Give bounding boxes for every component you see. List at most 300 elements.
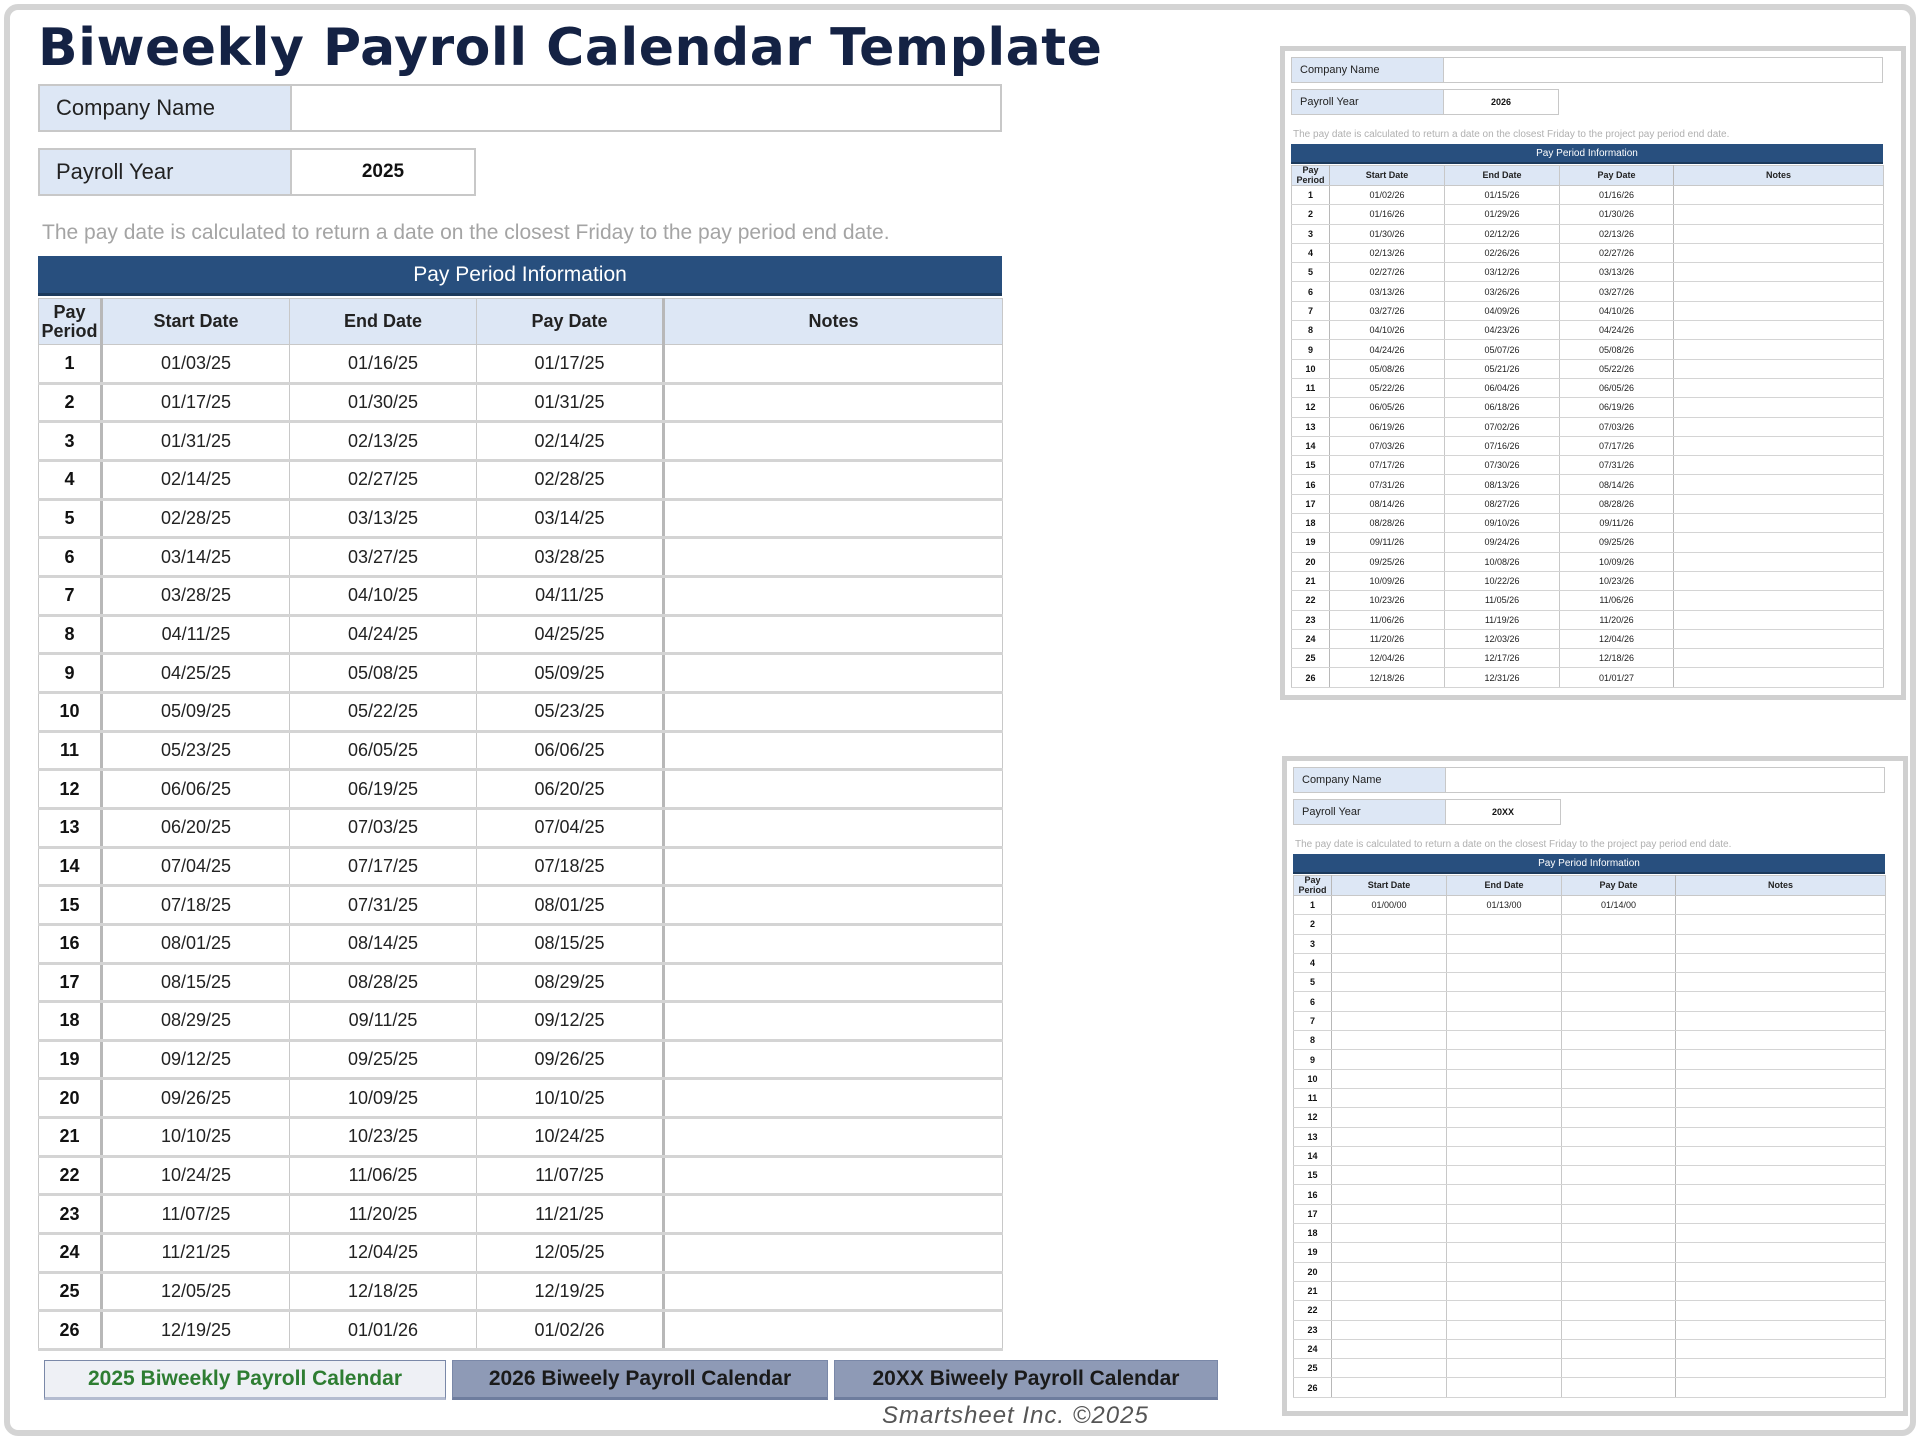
start-date-cell[interactable]: 02/28/25: [102, 499, 290, 538]
notes-cell[interactable]: [664, 1040, 1003, 1079]
tab-2025-calendar[interactable]: 2025 Biweekly Payroll Calendar: [44, 1360, 446, 1400]
end-date-cell: 09/24/26: [1445, 533, 1560, 552]
end-date-cell[interactable]: 10/23/25: [290, 1118, 477, 1157]
notes-cell: [1674, 610, 1884, 629]
table-row: [39, 963, 1003, 1002]
pay-date-cell[interactable]: 01/31/25: [477, 383, 664, 422]
pay-date-cell[interactable]: 02/28/25: [477, 460, 664, 499]
end-date-cell[interactable]: 05/22/25: [290, 692, 477, 731]
table-row: [39, 576, 1003, 615]
notes-cell[interactable]: [664, 383, 1003, 422]
pay-date-cell[interactable]: 09/12/25: [477, 1002, 664, 1041]
notes-cell[interactable]: [664, 1118, 1003, 1157]
notes-cell: [1676, 1281, 1886, 1300]
pay-date-cell[interactable]: 10/24/25: [477, 1118, 664, 1157]
end-date-cell[interactable]: 07/31/25: [290, 886, 477, 925]
preview-20xx-table: [1293, 875, 1886, 1398]
tab-2026-calendar[interactable]: 2026 Biweely Payroll Calendar: [452, 1360, 828, 1400]
notes-cell[interactable]: [664, 654, 1003, 693]
notes-cell: [1674, 514, 1884, 533]
end-date-cell[interactable]: 05/08/25: [290, 654, 477, 693]
pay-period-cell: 19: [1292, 533, 1330, 552]
pay-date-cell[interactable]: 08/29/25: [477, 963, 664, 1002]
pay-period-cell: 14: [1294, 1146, 1332, 1165]
pay-period-cell[interactable]: 24: [39, 1234, 102, 1273]
end-date-cell[interactable]: 02/13/25: [290, 422, 477, 461]
start-date-cell: 03/27/26: [1330, 301, 1445, 320]
table-row: [39, 808, 1003, 847]
table-row: [1294, 1127, 1886, 1146]
pay-period-cell: 2: [1294, 915, 1332, 934]
table-row: [1294, 1281, 1886, 1300]
table-row: [39, 1311, 1003, 1350]
header-pay-period-line2: Period: [41, 320, 98, 341]
start-date-cell[interactable]: 04/11/25: [102, 615, 290, 654]
notes-cell[interactable]: [664, 1311, 1003, 1350]
pay-date-cell[interactable]: 07/18/25: [477, 847, 664, 886]
start-date-cell[interactable]: 07/18/25: [102, 886, 290, 925]
preview-20xx-header-pay: Pay Date: [1562, 876, 1676, 896]
pay-period-cell[interactable]: 14: [39, 847, 102, 886]
start-date-cell: 02/27/26: [1330, 263, 1445, 282]
pay-period-cell[interactable]: 23: [39, 1195, 102, 1234]
company-name-input[interactable]: [292, 86, 1000, 130]
notes-cell[interactable]: [664, 886, 1003, 925]
table-row: [1292, 494, 1884, 513]
pay-period-cell[interactable]: 1: [39, 345, 102, 384]
end-date-cell[interactable]: 10/09/25: [290, 1079, 477, 1118]
end-date-cell[interactable]: 08/14/25: [290, 924, 477, 963]
end-date-cell: [1447, 1243, 1562, 1262]
pay-period-cell: 20: [1294, 1262, 1332, 1281]
start-date-cell: 08/14/26: [1330, 494, 1445, 513]
pay-date-cell: [1562, 1301, 1676, 1320]
notes-cell: [1676, 1166, 1886, 1185]
table-row: [1294, 1320, 1886, 1339]
pay-period-cell: 17: [1294, 1204, 1332, 1223]
pay-date-cell: 04/24/26: [1560, 321, 1674, 340]
table-row: [39, 422, 1003, 461]
start-date-cell: 01/16/26: [1330, 205, 1445, 224]
pay-date-cell: 12/04/26: [1560, 629, 1674, 648]
pay-period-cell: 26: [1294, 1378, 1332, 1397]
pay-period-cell: 4: [1292, 243, 1330, 262]
table-row: [1292, 668, 1884, 687]
table-row: [39, 1040, 1003, 1079]
notes-cell: [1676, 915, 1886, 934]
pay-period-cell[interactable]: 13: [39, 808, 102, 847]
pay-period-cell[interactable]: 9: [39, 654, 102, 693]
pay-date-cell: 02/13/26: [1560, 224, 1674, 243]
notes-cell[interactable]: [664, 422, 1003, 461]
end-date-cell: 11/05/26: [1445, 591, 1560, 610]
start-date-cell[interactable]: 02/14/25: [102, 460, 290, 499]
end-date-cell[interactable]: 11/20/25: [290, 1195, 477, 1234]
pay-period-cell[interactable]: 7: [39, 576, 102, 615]
end-date-cell: [1447, 1031, 1562, 1050]
end-date-cell[interactable]: 03/13/25: [290, 499, 477, 538]
notes-cell[interactable]: [664, 538, 1003, 577]
table-row: [1294, 1011, 1886, 1030]
start-date-cell: [1332, 1262, 1447, 1281]
pay-period-cell[interactable]: 11: [39, 731, 102, 770]
start-date-cell[interactable]: 12/05/25: [102, 1272, 290, 1311]
pay-date-cell[interactable]: 05/09/25: [477, 654, 664, 693]
table-row: [1294, 1166, 1886, 1185]
pay-date-cell: 10/23/26: [1560, 571, 1674, 590]
header-pay-period-line1: Pay: [53, 301, 86, 322]
end-date-cell[interactable]: 11/06/25: [290, 1156, 477, 1195]
end-date-cell: [1447, 934, 1562, 953]
pay-period-cell: 19: [1294, 1243, 1332, 1262]
table-row: [1292, 398, 1884, 417]
pay-period-cell[interactable]: 18: [39, 1002, 102, 1041]
preview-20xx-company-value: [1446, 768, 1884, 792]
end-date-cell[interactable]: 01/30/25: [290, 383, 477, 422]
notes-cell[interactable]: [664, 731, 1003, 770]
pay-period-cell[interactable]: 25: [39, 1272, 102, 1311]
start-date-cell[interactable]: 04/25/25: [102, 654, 290, 693]
pay-date-cell[interactable]: 03/14/25: [477, 499, 664, 538]
start-date-cell: [1332, 1146, 1447, 1165]
notes-cell[interactable]: [664, 615, 1003, 654]
start-date-cell[interactable]: 06/20/25: [102, 808, 290, 847]
end-date-cell[interactable]: 09/11/25: [290, 1002, 477, 1041]
spreadsheet-canvas: [4, 4, 1916, 1436]
pay-date-cell[interactable]: 07/04/25: [477, 808, 664, 847]
pay-date-cell[interactable]: 01/02/26: [477, 1311, 664, 1350]
pay-date-cell[interactable]: 08/15/25: [477, 924, 664, 963]
notes-cell: [1676, 973, 1886, 992]
notes-cell: [1676, 1339, 1886, 1358]
start-date-cell[interactable]: 10/10/25: [102, 1118, 290, 1157]
pay-period-cell: 15: [1292, 456, 1330, 475]
pay-period-cell[interactable]: 16: [39, 924, 102, 963]
preview-2026-header-pay: Pay Date: [1560, 166, 1674, 186]
pay-date-cell[interactable]: 11/07/25: [477, 1156, 664, 1195]
start-date-cell[interactable]: 11/07/25: [102, 1195, 290, 1234]
start-date-cell[interactable]: 08/15/25: [102, 963, 290, 1002]
end-date-cell: 04/23/26: [1445, 321, 1560, 340]
pay-period-cell: 10: [1294, 1069, 1332, 1088]
payroll-year-label: Payroll Year: [40, 150, 292, 194]
pay-date-cell: 03/27/26: [1560, 282, 1674, 301]
pay-date-cell: 09/11/26: [1560, 514, 1674, 533]
notes-cell[interactable]: [664, 499, 1003, 538]
pay-date-cell: 06/19/26: [1560, 398, 1674, 417]
notes-cell: [1676, 1359, 1886, 1378]
pay-date-cell[interactable]: 01/17/25: [477, 345, 664, 384]
pay-period-cell: 5: [1292, 263, 1330, 282]
end-date-cell: 03/12/26: [1445, 263, 1560, 282]
pay-date-cell: 05/08/26: [1560, 340, 1674, 359]
table-row: [1292, 514, 1884, 533]
pay-date-cell[interactable]: 09/26/25: [477, 1040, 664, 1079]
notes-cell: [1676, 1301, 1886, 1320]
pay-period-cell[interactable]: 15: [39, 886, 102, 925]
notes-cell[interactable]: [664, 1002, 1003, 1041]
preview-20xx-note: The pay date is calculated to return a date on the closest Friday to the project pay period end date.: [1295, 839, 1732, 850]
pay-date-cell[interactable]: 04/11/25: [477, 576, 664, 615]
notes-cell: [1676, 1088, 1886, 1107]
pay-period-cell: 6: [1292, 282, 1330, 301]
pay-period-cell[interactable]: 2: [39, 383, 102, 422]
end-date-cell[interactable]: 07/17/25: [290, 847, 477, 886]
start-date-cell[interactable]: 01/17/25: [102, 383, 290, 422]
notes-cell[interactable]: [664, 847, 1003, 886]
preview-20xx-banner: Pay Period Information: [1293, 854, 1885, 874]
end-date-cell: [1447, 1185, 1562, 1204]
pay-period-cell[interactable]: 17: [39, 963, 102, 1002]
tab-20xx-calendar[interactable]: 20XX Biweely Payroll Calendar: [834, 1360, 1218, 1400]
notes-cell: [1674, 340, 1884, 359]
end-date-cell: [1447, 1281, 1562, 1300]
notes-cell: [1674, 456, 1884, 475]
pay-date-cell: 07/31/26: [1560, 456, 1674, 475]
end-date-cell: [1447, 953, 1562, 972]
table-row: [39, 1156, 1003, 1195]
pay-period-cell: 17: [1292, 494, 1330, 513]
notes-cell[interactable]: [664, 345, 1003, 384]
notes-cell: [1674, 436, 1884, 455]
end-date-cell[interactable]: 08/28/25: [290, 963, 477, 1002]
end-date-cell: [1447, 1320, 1562, 1339]
pay-period-cell[interactable]: 21: [39, 1118, 102, 1157]
pay-period-cell[interactable]: 6: [39, 538, 102, 577]
end-date-cell[interactable]: 01/01/26: [290, 1311, 477, 1350]
notes-cell: [1674, 668, 1884, 687]
pay-period-cell: 2: [1292, 205, 1330, 224]
pay-period-cell: 13: [1292, 417, 1330, 436]
end-date-cell[interactable]: 12/18/25: [290, 1272, 477, 1311]
pay-date-cell: [1562, 1185, 1676, 1204]
start-date-cell[interactable]: 01/03/25: [102, 345, 290, 384]
table-row: [1292, 533, 1884, 552]
notes-cell[interactable]: [664, 460, 1003, 499]
start-date-cell[interactable]: 09/12/25: [102, 1040, 290, 1079]
table-row: [1292, 591, 1884, 610]
preview-20xx-header-period-line1: Pay: [1304, 875, 1321, 886]
end-date-cell: [1447, 992, 1562, 1011]
pay-date-cell: 05/22/26: [1560, 359, 1674, 378]
preview-20xx-header-start: Start Date: [1332, 876, 1447, 896]
pay-date-cell[interactable]: 11/21/25: [477, 1195, 664, 1234]
notes-cell: [1674, 224, 1884, 243]
notes-cell: [1674, 591, 1884, 610]
start-date-cell[interactable]: 05/09/25: [102, 692, 290, 731]
pay-period-cell: 7: [1292, 301, 1330, 320]
start-date-cell: 04/10/26: [1330, 321, 1445, 340]
start-date-cell[interactable]: 09/26/25: [102, 1079, 290, 1118]
preview-2026-header-period-line2: Period: [1296, 174, 1325, 185]
end-date-cell: 07/02/26: [1445, 417, 1560, 436]
table-row: [1292, 263, 1884, 282]
pay-date-cell[interactable]: 08/01/25: [477, 886, 664, 925]
pay-period-cell[interactable]: 22: [39, 1156, 102, 1195]
pay-period-cell: 16: [1292, 475, 1330, 494]
end-date-cell[interactable]: 03/27/25: [290, 538, 477, 577]
start-date-cell[interactable]: 06/06/25: [102, 770, 290, 809]
preview-20xx-company-row: [1293, 767, 1885, 793]
pay-period-cell: 15: [1294, 1166, 1332, 1185]
end-date-cell[interactable]: 07/03/25: [290, 808, 477, 847]
notes-cell: [1674, 533, 1884, 552]
pay-date-cell: [1562, 1166, 1676, 1185]
start-date-cell: 02/13/26: [1330, 243, 1445, 262]
table-row: [1292, 475, 1884, 494]
notes-cell: [1676, 1224, 1886, 1243]
table-row: [1292, 301, 1884, 320]
notes-cell[interactable]: [664, 808, 1003, 847]
notes-cell[interactable]: [664, 1272, 1003, 1311]
pay-period-cell: 9: [1292, 340, 1330, 359]
preview-2026-year-value: 2026: [1490, 97, 1512, 107]
notes-cell[interactable]: [664, 1195, 1003, 1234]
pay-date-cell: 09/25/26: [1560, 533, 1674, 552]
preview-20xx-header-period: [1294, 876, 1332, 896]
end-date-cell: [1447, 915, 1562, 934]
start-date-cell: [1332, 1378, 1447, 1397]
pay-date-cell[interactable]: 10/10/25: [477, 1079, 664, 1118]
notes-cell: [1676, 1320, 1886, 1339]
end-date-cell: [1447, 1050, 1562, 1069]
start-date-cell[interactable]: 03/14/25: [102, 538, 290, 577]
end-date-cell: [1447, 1301, 1562, 1320]
pay-date-cell[interactable]: 12/05/25: [477, 1234, 664, 1273]
pay-period-cell: 6: [1294, 992, 1332, 1011]
end-date-cell[interactable]: 06/05/25: [290, 731, 477, 770]
notes-cell[interactable]: [664, 924, 1003, 963]
preview-2026-company-value: [1444, 58, 1882, 82]
notes-cell[interactable]: [664, 1234, 1003, 1273]
pay-period-cell[interactable]: 8: [39, 615, 102, 654]
start-date-cell[interactable]: 12/19/25: [102, 1311, 290, 1350]
table-row: [39, 731, 1003, 770]
pay-date-cell[interactable]: 05/23/25: [477, 692, 664, 731]
notes-cell[interactable]: [664, 770, 1003, 809]
pay-date-cell: [1562, 1243, 1676, 1262]
table-row: [39, 1234, 1003, 1273]
pay-period-cell: 18: [1292, 514, 1330, 533]
pay-date-cell[interactable]: 04/25/25: [477, 615, 664, 654]
pay-period-cell[interactable]: 20: [39, 1079, 102, 1118]
table-row: [39, 499, 1003, 538]
preview-2026-header-period: [1292, 166, 1330, 186]
notes-cell: [1674, 205, 1884, 224]
preview-2026-company-row: [1291, 57, 1883, 83]
company-name-label: Company Name: [40, 86, 292, 130]
pay-period-cell: 3: [1294, 934, 1332, 953]
end-date-cell: [1447, 1108, 1562, 1127]
notes-cell[interactable]: [664, 692, 1003, 731]
table-row: [1292, 456, 1884, 475]
start-date-cell: 05/22/26: [1330, 378, 1445, 397]
pay-period-cell[interactable]: 3: [39, 422, 102, 461]
pay-date-cell[interactable]: 06/06/25: [477, 731, 664, 770]
end-date-cell: [1447, 1011, 1562, 1030]
pay-date-cell[interactable]: 06/20/25: [477, 770, 664, 809]
pay-date-cell: [1562, 1262, 1676, 1281]
pay-period-cell: 21: [1294, 1281, 1332, 1300]
end-date-cell[interactable]: 12/04/25: [290, 1234, 477, 1273]
end-date-cell: [1447, 1378, 1562, 1397]
notes-cell[interactable]: [664, 576, 1003, 615]
pay-period-cell[interactable]: 10: [39, 692, 102, 731]
pay-period-cell: 23: [1292, 610, 1330, 629]
start-date-cell[interactable]: 08/01/25: [102, 924, 290, 963]
start-date-cell[interactable]: 03/28/25: [102, 576, 290, 615]
pay-date-cell[interactable]: 03/28/25: [477, 538, 664, 577]
end-date-cell[interactable]: 06/19/25: [290, 770, 477, 809]
pay-period-cell: 13: [1294, 1127, 1332, 1146]
end-date-cell[interactable]: 04/24/25: [290, 615, 477, 654]
pay-date-cell: [1562, 1359, 1676, 1378]
table-row: [39, 924, 1003, 963]
end-date-cell[interactable]: 02/27/25: [290, 460, 477, 499]
notes-cell[interactable]: [664, 1156, 1003, 1195]
end-date-cell[interactable]: 01/16/25: [290, 345, 477, 384]
pay-date-cell[interactable]: 02/14/25: [477, 422, 664, 461]
notes-cell: [1676, 1069, 1886, 1088]
table-row: [39, 345, 1003, 384]
pay-period-cell: 1: [1292, 186, 1330, 205]
pay-date-cell[interactable]: 12/19/25: [477, 1272, 664, 1311]
table-row: [39, 460, 1003, 499]
pay-period-cell[interactable]: 12: [39, 770, 102, 809]
pay-period-cell[interactable]: 19: [39, 1040, 102, 1079]
table-row: [1292, 378, 1884, 397]
end-date-cell[interactable]: 09/25/25: [290, 1040, 477, 1079]
end-date-cell: [1447, 1166, 1562, 1185]
start-date-cell: 09/25/26: [1330, 552, 1445, 571]
start-date-cell: 12/18/26: [1330, 668, 1445, 687]
preview-2026-header-period-line1: Pay: [1302, 165, 1319, 176]
start-date-cell: [1332, 915, 1447, 934]
payroll-year-input[interactable]: 2025: [361, 161, 405, 182]
table-row: [39, 615, 1003, 654]
notes-cell: [1674, 301, 1884, 320]
start-date-cell[interactable]: 08/29/25: [102, 1002, 290, 1041]
table-row: [1294, 1185, 1886, 1204]
notes-cell[interactable]: [664, 1079, 1003, 1118]
pay-date-cell: 01/30/26: [1560, 205, 1674, 224]
start-date-cell[interactable]: 11/21/25: [102, 1234, 290, 1273]
end-date-cell: [1447, 973, 1562, 992]
preview-2026-year-label: Payroll Year: [1292, 90, 1444, 114]
pay-date-cell: 12/18/26: [1560, 649, 1674, 668]
end-date-cell: 05/07/26: [1445, 340, 1560, 359]
preview-2026-note: The pay date is calculated to return a date on the closest Friday to the project pay period end date.: [1293, 129, 1730, 140]
start-date-cell[interactable]: 01/31/25: [102, 422, 290, 461]
start-date-cell[interactable]: 07/04/25: [102, 847, 290, 886]
notes-cell[interactable]: [664, 963, 1003, 1002]
notes-cell: [1674, 475, 1884, 494]
pay-period-cell: 8: [1292, 321, 1330, 340]
pay-period-cell[interactable]: 26: [39, 1311, 102, 1350]
pay-period-cell: 11: [1294, 1088, 1332, 1107]
start-date-cell[interactable]: 05/23/25: [102, 731, 290, 770]
pay-period-cell[interactable]: 4: [39, 460, 102, 499]
page-title: Biweekly Payroll Calendar Template: [38, 18, 1103, 78]
notes-cell: [1674, 417, 1884, 436]
pay-period-cell[interactable]: 5: [39, 499, 102, 538]
pay-date-cell: 08/28/26: [1560, 494, 1674, 513]
notes-cell: [1676, 1146, 1886, 1165]
end-date-cell: 07/30/26: [1445, 456, 1560, 475]
start-date-cell[interactable]: 10/24/25: [102, 1156, 290, 1195]
end-date-cell: [1447, 1359, 1562, 1378]
end-date-cell[interactable]: 04/10/25: [290, 576, 477, 615]
